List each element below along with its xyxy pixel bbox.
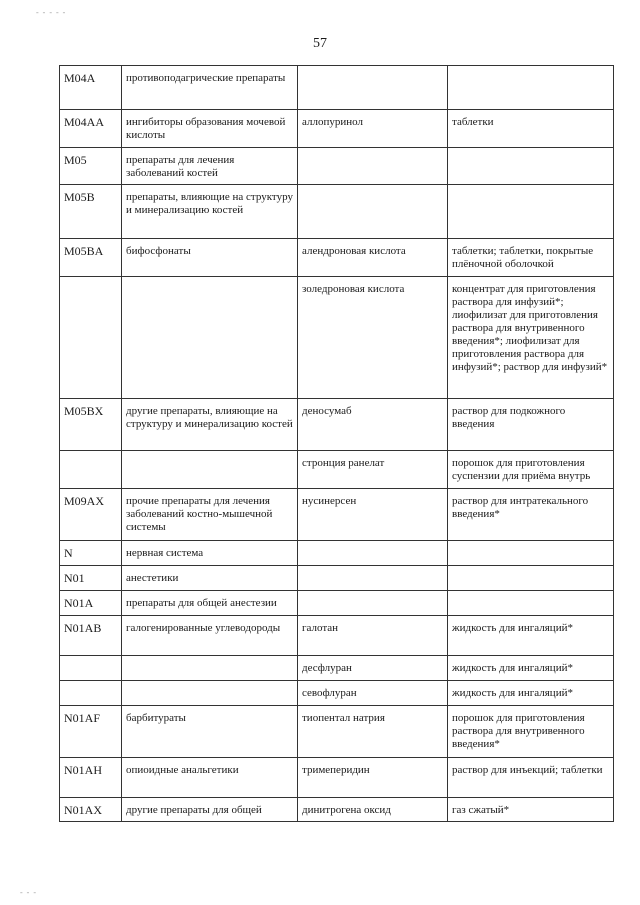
substance-name: тиопентал натрия [298,706,448,758]
substance-name: стронция ранелат [298,451,448,489]
atc-code: N01 [60,566,122,591]
dosage-form: порошок для приготовления раствора для внутривенного введения* [448,706,614,758]
substance-name [298,541,448,566]
atc-code [60,451,122,489]
group-name [122,681,298,706]
atc-code: N01AF [60,706,122,758]
substance-name [298,566,448,591]
atc-code: M05 [60,148,122,185]
group-name: препараты для лечения заболеваний костей [122,148,298,185]
atc-code: N01AB [60,616,122,656]
dosage-form: раствор для инъекций; таблетки [448,758,614,798]
dosage-form: жидкость для ингаляций* [448,681,614,706]
dosage-form: порошок для приготовления суспензии для приёма внутрь [448,451,614,489]
scan-edge-mark-bottom: - - - [20,888,37,897]
atc-code: M04AA [60,110,122,148]
table-row [60,239,614,277]
dosage-form: таблетки [448,110,614,148]
dosage-form: раствор для интратекального введения* [448,489,614,541]
table-row [60,110,614,148]
atc-code: N01AX [60,798,122,822]
dosage-form [448,541,614,566]
atc-code: M09AX [60,489,122,541]
dosage-form: жидкость для ингаляций* [448,616,614,656]
group-name: другие препараты для общей [122,798,298,822]
group-name: анестетики [122,566,298,591]
substance-name: аллопуринол [298,110,448,148]
table-row [60,185,614,239]
table-row [60,758,614,798]
scan-edge-mark-top: - - - - - [36,8,67,17]
table-row [60,277,614,399]
table-row [60,66,614,110]
dosage-form: раствор для подкожного введения [448,399,614,451]
substance-name: динитрогена оксид [298,798,448,822]
substance-name: севофлуран [298,681,448,706]
dosage-form [448,66,614,110]
substance-name [298,185,448,239]
table-row [60,591,614,616]
atc-code: N01AH [60,758,122,798]
group-name: другие препараты, влияющие на структуру и минерализацию костей [122,399,298,451]
group-name: нервная система [122,541,298,566]
dosage-form [448,566,614,591]
group-name: ингибиторы образования мочевой кислоты [122,110,298,148]
atc-code: N [60,541,122,566]
atc-code: M04A [60,66,122,110]
atc-code [60,656,122,681]
dosage-form [448,148,614,185]
medicines-table [59,65,614,822]
group-name: галогенированные углеводороды [122,616,298,656]
dosage-form [448,185,614,239]
dosage-form: жидкость для ингаляций* [448,656,614,681]
group-name: препараты для общей анестезии [122,591,298,616]
table-row [60,566,614,591]
group-name [122,451,298,489]
substance-name: нусинерсен [298,489,448,541]
substance-name: деносумаб [298,399,448,451]
substance-name: алендроновая кислота [298,239,448,277]
table-row [60,706,614,758]
table-row [60,681,614,706]
table-row [60,489,614,541]
group-name: барбитураты [122,706,298,758]
table-row [60,451,614,489]
substance-name [298,591,448,616]
substance-name: золедроновая кислота [298,277,448,399]
page-number: 57 [313,36,327,51]
table-row [60,616,614,656]
table-row [60,656,614,681]
dosage-form: газ сжатый* [448,798,614,822]
substance-name [298,148,448,185]
group-name: препараты, влияющие на структуру и минерализацию костей [122,185,298,239]
table-row [60,541,614,566]
atc-code [60,681,122,706]
substance-name: тримеперидин [298,758,448,798]
group-name [122,277,298,399]
substance-name: десфлуран [298,656,448,681]
table-row [60,148,614,185]
group-name: бифосфонаты [122,239,298,277]
atc-code: M05BA [60,239,122,277]
group-name: противоподагрические препараты [122,66,298,110]
dosage-form: таблетки; таблетки, покрытые плёночной оболочкой [448,239,614,277]
group-name [122,656,298,681]
atc-code: N01A [60,591,122,616]
substance-name: галотан [298,616,448,656]
atc-code: M05BX [60,399,122,451]
atc-code: M05B [60,185,122,239]
table-row [60,399,614,451]
group-name: опиоидные анальгетики [122,758,298,798]
dosage-form: концентрат для приготовления раствора для инфузий*; лиофилизат для приготовления раствора для внутривенного введения*; лиофилизат для приготовления раствора для инфузий*; раствор для инфузий* [448,277,614,399]
group-name: прочие препараты для лечения заболеваний костно-мышечной системы [122,489,298,541]
dosage-form [448,591,614,616]
table-row [60,798,614,822]
substance-name [298,66,448,110]
atc-code [60,277,122,399]
